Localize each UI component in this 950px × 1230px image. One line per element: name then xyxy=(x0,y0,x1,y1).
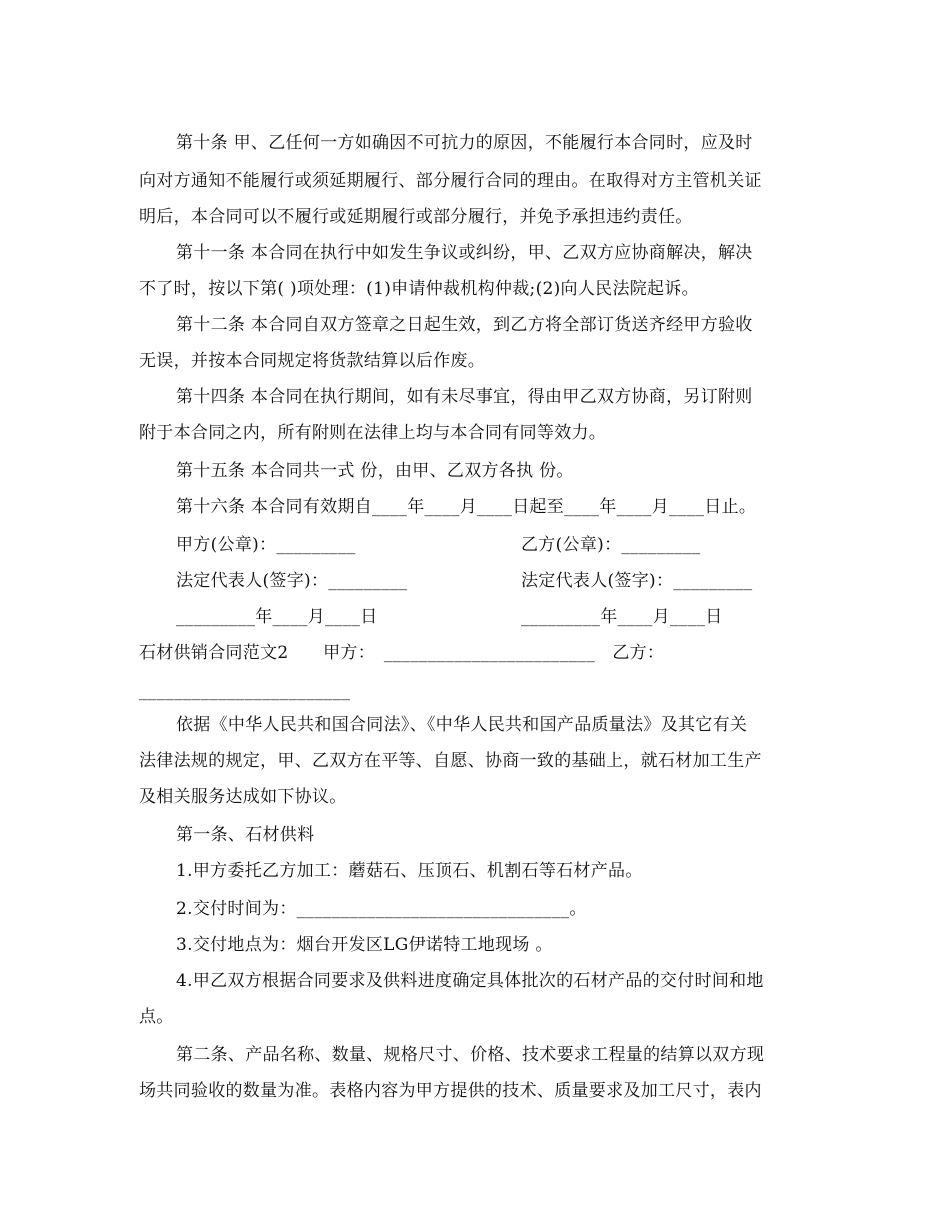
party-a-seal: 甲方(公章)：_________ xyxy=(176,535,356,555)
clause-10-line-1: 第十条 甲、乙任何一方如确因不可抗力的原因，不能履行本合同时，应及时 xyxy=(176,133,753,153)
article-2-line-1: 第二条、产品名称、数量、规格尺寸、价格、技术要求工程量的结算以双方现 xyxy=(176,1045,765,1065)
contract-2-header: 石材供销合同范文2 甲方： ________________________ 乙方： xyxy=(139,643,665,663)
clause-14-line-2: 附于本合同之内，所有附则在法律上均与本合同有同等效力。 xyxy=(139,423,607,443)
party-a-date: _________年____月____日 xyxy=(176,607,378,627)
preamble-line-3: 及相关服务达成如下协议。 xyxy=(139,787,347,807)
clause-15-line: 第十五条 本合同共一式 份，由甲、乙双方各执 份。 xyxy=(176,461,574,481)
clause-16-line: 第十六条 本合同有效期自____年____月____日起至____年____月____日止。 xyxy=(176,497,757,517)
preamble-line-1: 依据《中华人民共和国合同法》、《中华人民共和国产品质量法》及其它有关 xyxy=(176,715,748,735)
clause-10-line-3: 明后，本合同可以不履行或延期履行或部分履行，并免予承担违约责任。 xyxy=(139,207,693,227)
article-1-item-1: 1.甲方委托乙方加工：蘑菇石、压顶石、机割石等石材产品。 xyxy=(176,861,643,881)
clause-14-line-1: 第十四条 本合同在执行期间，如有未尽事宜，得由甲乙双方协商，另订附则 xyxy=(176,387,753,407)
article-1-item-4-line-1: 4.甲乙双方根据合同要求及供料进度确定具体批次的石材产品的交付时间和地 xyxy=(176,971,764,991)
clause-12-line-2: 无误，并按本合同规定将货款结算以后作废。 xyxy=(139,351,485,371)
preamble-line-2: 法律法规的规定，甲、乙双方在平等、自愿、协商一致的基础上，就石材加工生产 xyxy=(139,751,762,771)
article-2-line-2: 场共同验收的数量为准。表格内容为甲方提供的技术、质量要求及加工尺寸，表内 xyxy=(139,1081,762,1101)
party-a-representative: 法定代表人(签字)：_________ xyxy=(176,571,408,591)
clause-12-line-1: 第十二条 本合同自双方签章之日起生效，到乙方将全部订货送齐经甲方验收 xyxy=(176,315,753,335)
article-1-title: 第一条、石材供料 xyxy=(176,825,315,845)
contract-2-party-b-blank: ________________________ xyxy=(139,681,351,701)
article-1-item-2: 2.交付时间为：_______________________________。 xyxy=(176,899,587,919)
party-b-date: _________年____月____日 xyxy=(521,607,723,627)
clause-11-line-1: 第十一条 本合同在执行中如发生争议或纠纷，甲、乙双方应协商解决，解决 xyxy=(176,243,753,263)
party-b-seal: 乙方(公章)：_________ xyxy=(521,535,701,555)
party-b-representative: 法定代表人(签字)：_________ xyxy=(521,571,753,591)
clause-11-line-2: 不了时，按以下第( )项处理：(1)申请仲裁机构仲裁;(2)向人民法院起诉。 xyxy=(139,279,699,299)
clause-10-line-2: 向对方通知不能履行或须延期履行、部分履行合同的理由。在取得对方主管机关证 xyxy=(139,171,762,191)
article-1-item-4-line-2: 点。 xyxy=(139,1007,174,1027)
article-1-item-3: 3.交付地点为：烟台开发区LG伊诺特工地现场 。 xyxy=(176,935,553,955)
